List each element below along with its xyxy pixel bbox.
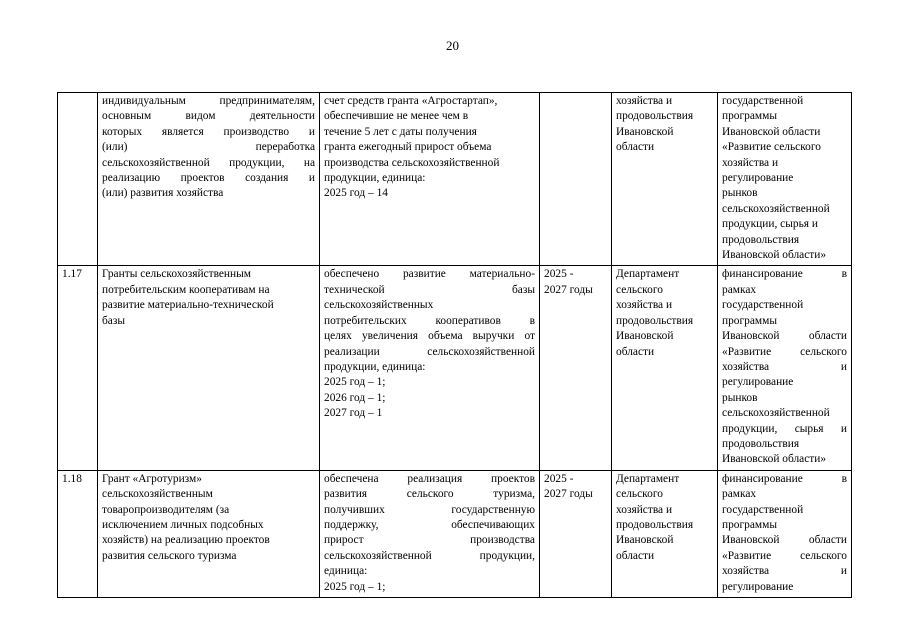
expected-result-line: прирост производства (324, 534, 535, 547)
funding-source-line: «Развитие сельского (722, 141, 821, 154)
funding-source-line: регулирование (722, 580, 794, 593)
responsible-executor-line: Департамент (616, 268, 680, 281)
responsible-executor-line: области (616, 345, 655, 358)
implementation-term-line: 2025 - (544, 472, 574, 485)
responsible-executor-cell (612, 93, 718, 266)
funding-source-line: продовольствия (722, 437, 800, 450)
expected-result-cell (320, 93, 540, 266)
funding-source-line: Ивановской области» (722, 249, 827, 262)
responsible-executor-cell (612, 470, 718, 597)
responsible-executor-line: продовольствия (616, 518, 694, 531)
funding-source-line: финансирование в (722, 472, 847, 485)
implementation-term-cell (540, 470, 612, 597)
expected-result-cell (320, 470, 540, 597)
implementation-term-line: 2027 годы (544, 488, 593, 501)
measure-name-line: Гранты сельскохозяйственным (102, 268, 251, 281)
responsible-executor-line: области (616, 141, 655, 154)
expected-result-line: получивших государственную (324, 503, 535, 516)
responsible-executor-line: продовольствия (616, 110, 694, 123)
row-number-cell (58, 93, 98, 266)
measure-name-line: товаропроизводителям (за (102, 503, 230, 516)
responsible-executor-line: хозяйства и (616, 503, 673, 516)
expected-result-cell (320, 266, 540, 470)
funding-source-line: продовольствия (722, 233, 800, 246)
funding-source-line: государственной (722, 503, 804, 516)
measure-name-line: (или) развития хозяйства (102, 187, 224, 200)
implementation-term-cell (540, 93, 612, 266)
implementation-term-line: 2025 - (544, 268, 574, 281)
funding-source-line: регулирование (722, 172, 794, 185)
measure-name-cell (98, 266, 320, 470)
funding-source-line: финансирование в (722, 268, 847, 281)
expected-result-line: продукции, единица: (324, 360, 426, 373)
expected-result-line: реализации сельскохозяйственной (324, 345, 535, 358)
expected-result-line: 2025 год – 1; (324, 580, 386, 593)
expected-result-line: поддержку, обеспечивающих (324, 518, 535, 531)
measure-name-line: исключением личных подсобных (102, 518, 264, 531)
expected-result-line: производства сельскохозяйственной (324, 156, 500, 169)
responsible-executor-line: Ивановской (616, 125, 674, 138)
expected-result-line: продукции, единица: (324, 172, 426, 185)
expected-result-line: течение 5 лет с даты получения (324, 125, 477, 138)
measure-name-cell (98, 470, 320, 597)
measure-name-line: сельскохозяйственной продукции, на (102, 156, 315, 169)
measure-name-line: Грант «Агротуризм» (102, 472, 202, 485)
expected-result-line: счет средств гранта «Агростартап», (324, 95, 498, 107)
expected-result-line: 2025 год – 1; (324, 376, 386, 389)
expected-result-line: 2025 год – 14 (324, 187, 388, 200)
funding-source-line: Ивановской области (722, 125, 821, 138)
responsible-executor-cell (612, 266, 718, 470)
row-number-cell: 1.18 (58, 470, 98, 597)
funding-source-line: «Развитие сельского (722, 345, 847, 358)
measure-name-cell (98, 93, 320, 266)
responsible-executor-line: области (616, 549, 655, 562)
funding-source-line: программы (722, 314, 777, 327)
responsible-executor-line: Ивановской (616, 534, 674, 547)
measure-name-line: развития сельского туризма (102, 549, 237, 562)
funding-source-cell (718, 470, 852, 597)
funding-source-line: рамках (722, 283, 757, 296)
row-number-cell: 1.17 (58, 266, 98, 470)
measure-name-line: сельскохозяйственным (102, 488, 213, 501)
funding-source-cell (718, 266, 852, 470)
responsible-executor-line: сельского (616, 283, 663, 296)
funding-source-line: рынков (722, 391, 758, 404)
funding-source-line: продукции, сырья и (722, 218, 818, 231)
expected-result-line: гранта ежегодный прирост объема (324, 141, 492, 154)
funding-source-line: Ивановской области» (722, 453, 827, 466)
measures-table (57, 92, 852, 598)
expected-result-line: развития сельского туризма, (324, 488, 535, 501)
funding-source-line: регулирование (722, 376, 794, 389)
funding-source-line: Ивановской области (722, 330, 847, 343)
implementation-term-cell (540, 266, 612, 470)
funding-source-line: рамках (722, 488, 757, 501)
funding-source-line: продукции, сырья и (722, 422, 847, 435)
funding-source-line: государственной (722, 95, 804, 107)
funding-source-line: государственной (722, 299, 804, 312)
implementation-term-line: 2027 годы (544, 283, 593, 296)
funding-source-line: хозяйства и (722, 156, 779, 169)
responsible-executor-line: Департамент (616, 472, 680, 485)
measures-table-body (58, 93, 852, 598)
responsible-executor-line: хозяйства и (616, 299, 673, 312)
measure-name-line: которых является производство и (102, 125, 315, 138)
measure-name-line: реализацию проектов создания и (102, 172, 315, 185)
responsible-executor-line: Ивановской (616, 330, 674, 343)
expected-result-line: технической базы (324, 283, 535, 296)
page-number: 20 (446, 38, 459, 53)
funding-source-line: сельскохозяйственной (722, 407, 830, 420)
measure-name-line: развитие материально-технической (102, 299, 274, 312)
funding-source-cell (718, 93, 852, 266)
funding-source-line: хозяйства и (722, 565, 847, 578)
table-row (58, 470, 852, 597)
expected-result-line: 2026 год – 1; (324, 391, 386, 404)
responsible-executor-line: хозяйства и (616, 95, 673, 107)
responsible-executor-line: сельского (616, 488, 663, 501)
expected-result-line: обеспечено развитие материально- (324, 268, 535, 281)
funding-source-line: «Развитие сельского (722, 549, 847, 562)
expected-result-line: целях увеличения объема выручки от (324, 330, 535, 343)
expected-result-line: сельскохозяйственной продукции, (324, 549, 535, 562)
funding-source-line: программы (722, 110, 777, 123)
measure-name-line: базы (102, 314, 126, 327)
funding-source-line: Ивановской области (722, 534, 847, 547)
funding-source-line: сельскохозяйственной (722, 202, 830, 215)
measure-name-line: хозяйств) на реализацию проектов (102, 534, 270, 547)
expected-result-line: 2027 год – 1 (324, 407, 383, 420)
expected-result-line: обеспечена реализация проектов (324, 472, 535, 485)
measure-name-line: индивидуальным предпринимателям, (102, 95, 315, 107)
funding-source-line: рынков (722, 187, 758, 200)
table-row (58, 266, 852, 470)
expected-result-line: сельскохозяйственных (324, 299, 434, 312)
funding-source-line: хозяйства и (722, 360, 847, 373)
table-row (58, 93, 852, 266)
expected-result-line: потребительских кооперативов в (324, 314, 535, 327)
expected-result-line: единица: (324, 565, 368, 578)
measure-name-line: основным видом деятельности (102, 110, 315, 123)
measure-name-line: потребительским кооперативам на (102, 283, 270, 296)
responsible-executor-line: продовольствия (616, 314, 694, 327)
funding-source-line: программы (722, 518, 777, 531)
expected-result-line: обеспечившие не менее чем в (324, 110, 469, 123)
measure-name-line: (или) переработка (102, 141, 315, 154)
